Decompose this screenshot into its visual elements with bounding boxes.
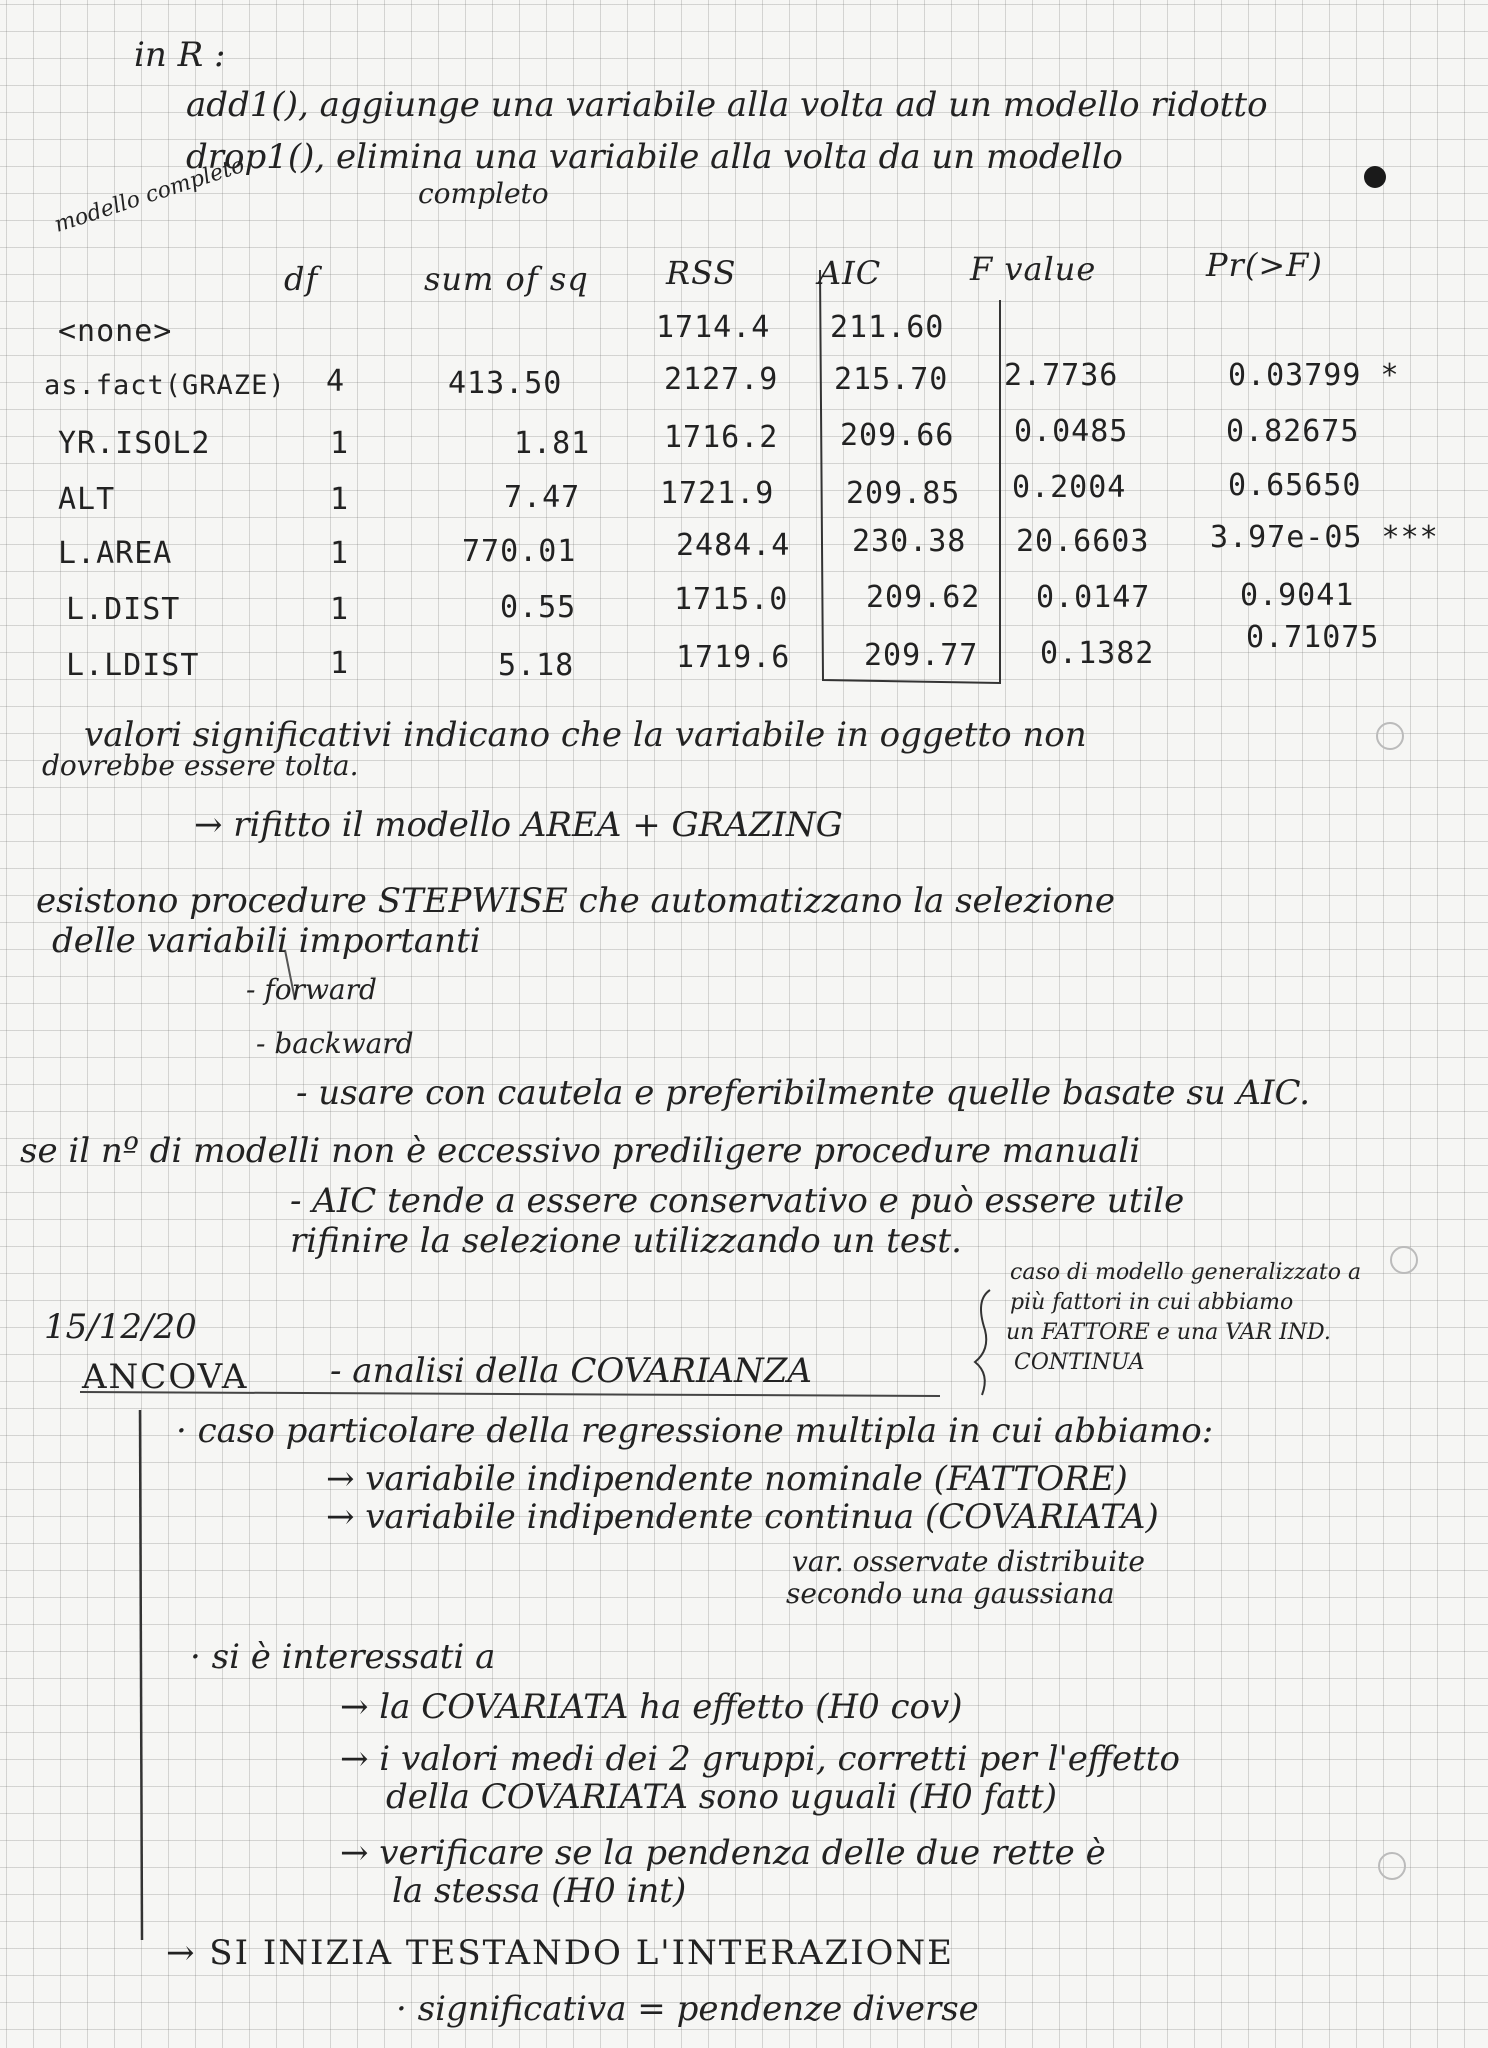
var-continua: → variabile indipendente continua (COVARIATA) [326, 1497, 1159, 1537]
stepwise-forward: - forward [246, 973, 377, 1006]
row-pr: 0.65650 [1228, 468, 1362, 503]
note-refit: → rifitto il modello AREA + GRAZING [194, 805, 843, 845]
hdr-aic: AIC [818, 254, 882, 292]
hdr-rss: RSS [666, 254, 737, 292]
stepwise-line-cont: delle variabili importanti [52, 921, 481, 961]
row-pr: 3.97e-05 *** [1210, 520, 1439, 555]
hypothesis-int: → verificare se la pendenza delle due rette è [340, 1833, 1106, 1873]
inizia-interazione: → SI INIZIA TESTANDO L'INTERAZIONE [166, 1933, 954, 1973]
row-rss: 1719.6 [676, 640, 791, 675]
significativa: · significativa = pendenze diverse [396, 1989, 979, 2029]
aic-note: - AIC tende a essere conservativo e può essere utile [290, 1181, 1185, 1221]
hypothesis-int-cont: la stessa (H0 int) [392, 1871, 687, 1911]
ancova-caso: · caso particolare della regressione multipla in cui abbiamo: [176, 1411, 1214, 1451]
brace-note-1: caso di modello generalizzato a [1010, 1260, 1362, 1285]
hdr-pr: Pr(>F) [1206, 246, 1323, 284]
row-df: 4 [326, 364, 346, 399]
row-rss: 1714.4 [656, 310, 771, 345]
brace-note-2: più fattori in cui abbiamo [1010, 1290, 1294, 1315]
row-aic: 209.62 [866, 580, 981, 615]
hypothesis-fatt-cont: della COVARIATA sono uguali (H0 fatt) [386, 1777, 1057, 1817]
row-pr: 0.03799 * [1228, 358, 1400, 393]
row-aic: 209.66 [840, 418, 955, 453]
row-name: ALT [58, 482, 116, 517]
row-rss: 1715.0 [674, 582, 789, 617]
hdr-df: df [284, 260, 319, 298]
row-sumsq: 770.01 [462, 534, 577, 569]
row-name: L.DIST [66, 592, 181, 627]
row-pr: 0.82675 [1226, 414, 1360, 449]
row-name: L.LDIST [66, 648, 200, 683]
row-fvalue: 0.0147 [1036, 580, 1151, 615]
ancova-title: ANCOVA [82, 1357, 249, 1397]
row-name: as.fact(GRAZE) [44, 370, 286, 401]
row-name: <none> [58, 314, 173, 349]
row-df: 1 [330, 536, 350, 571]
row-rss: 2127.9 [664, 362, 779, 397]
row-df: 1 [330, 646, 350, 681]
manual-procedures: se il nº di modelli non è eccessivo prediligere procedure manuali [20, 1131, 1141, 1171]
row-sumsq: 413.50 [448, 366, 563, 401]
date: 15/12/20 [44, 1307, 197, 1347]
bullet-drop1: drop1(), elimina una variabile alla volta da un modello [186, 137, 1123, 177]
hypothesis-fatt: → i valori medi dei 2 gruppi, corretti per l'effetto [340, 1739, 1180, 1779]
row-fvalue: 20.6603 [1016, 524, 1150, 559]
row-pr: 0.9041 [1240, 578, 1355, 613]
note-significant-cont: dovrebbe essere tolta. [42, 749, 359, 782]
row-rss: 2484.4 [676, 528, 791, 563]
row-df: 1 [330, 426, 350, 461]
hdr-fvalue: F value [970, 250, 1097, 288]
row-pr: 0.71075 [1246, 620, 1380, 655]
side-label: modello completo [51, 152, 248, 238]
stepwise-backward: - backward [256, 1027, 414, 1060]
row-aic: 211.60 [830, 310, 945, 345]
interessati: · si è interessati a [190, 1637, 496, 1677]
bullet-drop1-cont: completo [418, 177, 549, 210]
hdr-sumsq: sum of sq [424, 260, 589, 298]
row-sumsq: 5.18 [498, 648, 575, 683]
note-significant: valori significativi indicano che la variabile in oggetto non [84, 715, 1087, 755]
aic-note-cont: rifinire la selezione utilizzando un test. [290, 1221, 962, 1261]
stepwise-usare: - usare con cautela e preferibilmente quelle basate su AIC. [296, 1073, 1311, 1113]
intro-text: in R : [134, 35, 226, 75]
brace-note-4: CONTINUA [1014, 1350, 1145, 1375]
stepwise-line: esistono procedure STEPWISE che automatizzano la selezione [36, 881, 1115, 921]
row-fvalue: 0.0485 [1014, 414, 1129, 449]
row-aic: 230.38 [852, 524, 967, 559]
brace-note-3: un FATTORE e una VAR IND. [1006, 1320, 1331, 1345]
row-rss: 1721.9 [660, 476, 775, 511]
row-sumsq: 0.55 [500, 590, 577, 625]
row-name: YR.ISOL2 [58, 426, 211, 461]
row-aic: 209.77 [864, 638, 979, 673]
bullet-add1: add1(), aggiunge una variabile alla volta ad un modello ridotto [186, 85, 1268, 125]
row-sumsq: 1.81 [514, 426, 591, 461]
row-sumsq: 7.47 [504, 480, 581, 515]
row-aic: 215.70 [834, 362, 949, 397]
row-aic: 209.85 [846, 476, 961, 511]
row-df: 1 [330, 592, 350, 627]
var-osservate-cont: secondo una gaussiana [786, 1577, 1115, 1610]
row-fvalue: 0.2004 [1012, 470, 1127, 505]
row-fvalue: 0.1382 [1040, 636, 1155, 671]
hypothesis-cov: → la COVARIATA ha effetto (H0 cov) [340, 1687, 963, 1727]
ancova-definition: - analisi della COVARIANZA [330, 1351, 812, 1391]
var-osservate: var. osservate distribuite [792, 1545, 1145, 1578]
var-nominale: → variabile indipendente nominale (FATTORE) [326, 1459, 1128, 1499]
row-rss: 1716.2 [664, 420, 779, 455]
row-fvalue: 2.7736 [1004, 358, 1119, 393]
row-df: 1 [330, 482, 350, 517]
row-name: L.AREA [58, 536, 173, 571]
